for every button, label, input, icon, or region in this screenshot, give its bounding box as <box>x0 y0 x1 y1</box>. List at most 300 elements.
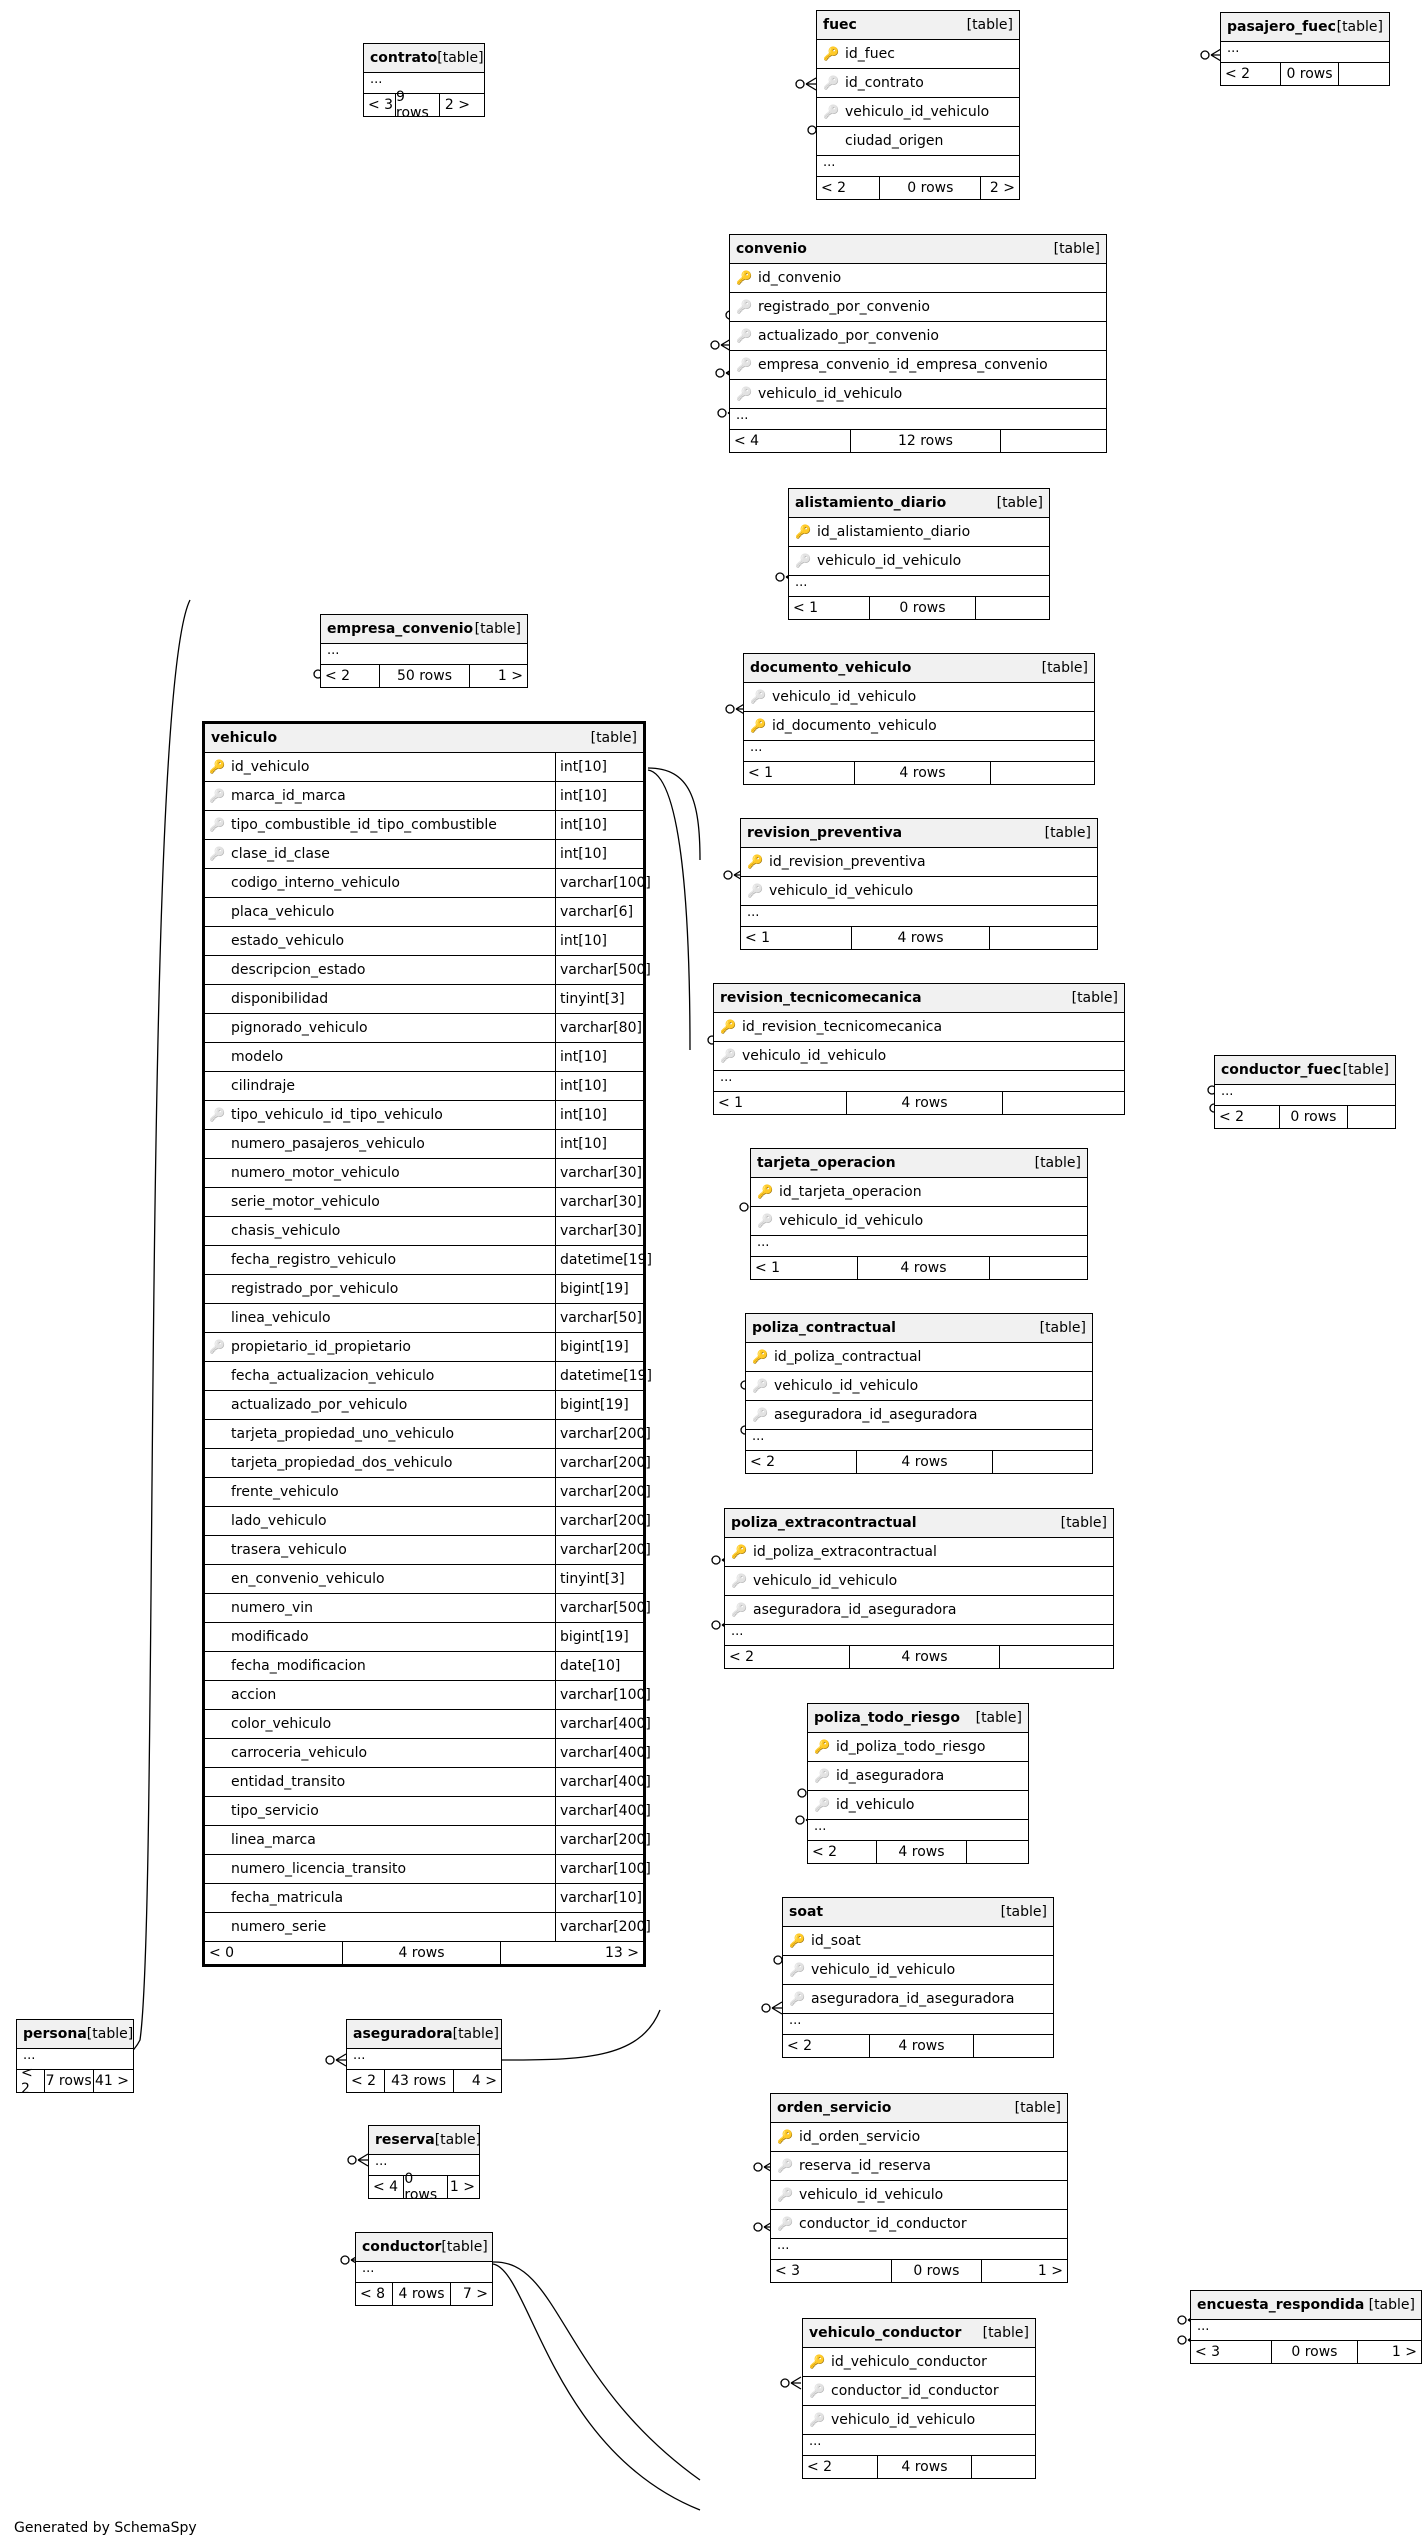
column-row[interactable] <box>741 877 1097 906</box>
column-row[interactable] <box>205 840 643 869</box>
column-type: varchar[30] <box>555 1159 643 1187</box>
parents-count[interactable]: < 2 <box>347 2070 385 2092</box>
column-row[interactable] <box>205 1362 652 1391</box>
table-header[interactable] <box>744 654 1094 683</box>
children-count[interactable]: 2 > <box>989 180 1015 196</box>
row-count: 4 rows <box>393 2283 450 2305</box>
table-header[interactable] <box>751 1149 1087 1178</box>
column-name: tarjeta_propiedad_dos_vehiculo <box>231 1455 453 1471</box>
table-documento_vehiculo[interactable] <box>743 653 1095 785</box>
table-name[interactable]: reserva <box>375 2132 435 2148</box>
table-type-tag: [table] <box>437 50 484 66</box>
children-count[interactable] <box>1348 1106 1395 1128</box>
optional-marker <box>716 369 724 377</box>
table-name[interactable]: aseguradora <box>353 2026 453 2042</box>
foreign-key-icon: 🔑 <box>731 1573 748 1589</box>
children-count[interactable] <box>993 1451 1092 1473</box>
column-name: reserva_id_reserva <box>799 2158 931 2174</box>
column-row[interactable] <box>205 869 651 898</box>
column-row[interactable] <box>205 1449 651 1478</box>
column-name: actualizado_por_vehiculo <box>231 1397 408 1413</box>
column-name: fecha_registro_vehiculo <box>231 1252 397 1268</box>
column-row[interactable] <box>205 1217 643 1246</box>
column-row[interactable] <box>730 264 1106 293</box>
parents-count[interactable]: < 2 <box>803 2456 878 2478</box>
relationship-line <box>806 78 816 90</box>
column-row[interactable] <box>205 782 643 811</box>
key-icon: 🔑 <box>747 854 764 870</box>
children-count[interactable]: 1 > <box>1391 2344 1417 2360</box>
optional-marker <box>326 2056 334 2064</box>
table-header[interactable] <box>347 2020 501 2049</box>
table-header[interactable] <box>369 2126 482 2155</box>
table-header[interactable] <box>789 489 1049 518</box>
column-row[interactable] <box>725 1567 1113 1596</box>
table-name[interactable]: empresa_convenio <box>327 621 474 637</box>
column-type: varchar[200] <box>555 1478 643 1506</box>
parents-count[interactable]: < 1 <box>751 1257 858 1279</box>
column-row[interactable] <box>205 985 643 1014</box>
table-header[interactable] <box>741 819 1097 848</box>
table-name[interactable]: pasajero_fuec <box>1227 19 1336 35</box>
column-name: numero_motor_vehiculo <box>231 1165 400 1181</box>
optional-marker <box>796 1816 804 1824</box>
table-type-tag: [table] <box>1044 825 1091 841</box>
table-empresa_convenio[interactable] <box>320 614 528 688</box>
table-footer <box>1221 63 1389 85</box>
table-vehiculo_conductor[interactable] <box>802 2318 1036 2479</box>
column-row[interactable] <box>205 1913 651 1942</box>
foreign-key-icon: 🔑 <box>823 75 840 91</box>
table-footer <box>725 1646 1113 1668</box>
column-type: bigint[19] <box>555 1333 643 1361</box>
column-row[interactable] <box>817 127 1019 156</box>
children-count[interactable] <box>1339 63 1379 85</box>
column-row[interactable] <box>771 2152 1067 2181</box>
parents-count[interactable]: < 3 <box>364 94 396 116</box>
table-name[interactable]: alistamiento_diario <box>795 495 947 511</box>
table-tarjeta_operacion[interactable] <box>750 1148 1088 1280</box>
column-row[interactable] <box>744 683 1094 712</box>
table-header[interactable] <box>730 235 1106 264</box>
more-columns-ellipsis: ... <box>17 2049 133 2070</box>
table-type-tag: [table] <box>1368 2297 1415 2313</box>
column-row[interactable] <box>803 2406 1035 2435</box>
children-count[interactable] <box>976 597 1049 619</box>
key-icon: 🔑 <box>720 1019 737 1035</box>
column-row[interactable] <box>751 1178 1087 1207</box>
column-row[interactable] <box>205 1420 651 1449</box>
column-name: numero_pasajeros_vehiculo <box>231 1136 425 1152</box>
table-persona[interactable] <box>16 2019 134 2097</box>
column-row[interactable] <box>789 518 1049 547</box>
column-row[interactable] <box>205 927 643 956</box>
optional-marker <box>712 1556 720 1564</box>
table-encuesta_respondida[interactable] <box>1190 2290 1422 2364</box>
column-row[interactable] <box>205 1130 643 1159</box>
more-columns-ellipsis: ... <box>369 2155 479 2176</box>
column-type: varchar[400] <box>555 1797 643 1825</box>
table-name[interactable]: contrato <box>370 50 438 66</box>
children-count[interactable] <box>990 1257 1087 1279</box>
parents-count[interactable]: < 2 <box>746 1451 857 1473</box>
column-name: aseguradora_id_aseguradora <box>774 1407 978 1423</box>
foreign-key-icon: 🔑 <box>736 357 753 373</box>
table-footer <box>746 1451 1092 1473</box>
column-row[interactable] <box>746 1401 1092 1430</box>
table-name[interactable]: orden_servicio <box>777 2100 892 2116</box>
column-type: int[10] <box>555 1130 643 1158</box>
column-row[interactable] <box>730 322 1106 351</box>
column-row[interactable] <box>205 1594 651 1623</box>
parents-count[interactable]: < 4 <box>369 2176 404 2198</box>
table-reserva[interactable] <box>368 2125 482 2203</box>
optional-marker <box>798 1789 806 1797</box>
row-count: 0 rows <box>880 177 981 199</box>
children-count[interactable]: 1 > <box>449 2179 475 2195</box>
foreign-key-icon: 🔑 <box>209 1339 226 1355</box>
table-header[interactable] <box>771 2094 1067 2123</box>
table-contrato[interactable] <box>363 43 485 121</box>
column-type: datetime[19] <box>555 1246 643 1274</box>
optional-marker <box>712 1621 720 1629</box>
column-type: int[10] <box>555 1043 643 1071</box>
column-name: fecha_matricula <box>231 1890 344 1906</box>
column-row[interactable] <box>205 1304 643 1333</box>
column-row[interactable] <box>783 1927 1053 1956</box>
column-name: vehiculo_id_vehiculo <box>753 1573 898 1589</box>
column-row[interactable] <box>205 1101 643 1130</box>
table-type-tag: [table] <box>1071 990 1118 1006</box>
column-row[interactable] <box>205 1014 643 1043</box>
column-row[interactable] <box>808 1733 1028 1762</box>
table-type-tag: [table] <box>441 2239 488 2255</box>
column-row[interactable] <box>746 1372 1092 1401</box>
column-name: tipo_servicio <box>231 1803 319 1819</box>
column-row[interactable] <box>205 1246 652 1275</box>
column-row[interactable] <box>751 1207 1087 1236</box>
foreign-key-icon: 🔑 <box>823 104 840 120</box>
table-fuec[interactable] <box>816 10 1020 200</box>
column-name: placa_vehiculo <box>231 904 335 920</box>
column-row[interactable] <box>746 1343 1092 1372</box>
table-header[interactable] <box>356 2233 492 2262</box>
column-type: tinyint[3] <box>555 985 643 1013</box>
table-name[interactable]: conductor <box>362 2239 442 2255</box>
foreign-key-icon: 🔑 <box>777 2216 794 2232</box>
column-row[interactable] <box>205 1710 651 1739</box>
column-row[interactable] <box>205 1797 651 1826</box>
column-row[interactable] <box>744 712 1094 741</box>
table-name[interactable]: revision_preventiva <box>747 825 903 841</box>
column-row[interactable] <box>205 1652 643 1681</box>
column-name: vehiculo_id_vehiculo <box>831 2412 976 2428</box>
parents-count[interactable]: < 2 <box>1215 1106 1280 1128</box>
table-header[interactable] <box>746 1314 1092 1343</box>
table-type-tag: [table] <box>1000 1904 1047 1920</box>
table-header[interactable] <box>1215 1056 1395 1085</box>
column-type: varchar[200] <box>555 1449 643 1477</box>
column-row[interactable] <box>205 1855 651 1884</box>
column-name: modelo <box>231 1049 284 1065</box>
column-row[interactable] <box>205 753 643 782</box>
parents-count[interactable]: < 0 <box>205 1942 343 1964</box>
column-name: descripcion_estado <box>231 962 366 978</box>
more-columns-ellipsis: ... <box>771 2239 1067 2260</box>
column-type: varchar[80] <box>555 1014 643 1042</box>
column-name: modificado <box>231 1629 309 1645</box>
column-row[interactable] <box>817 98 1019 127</box>
table-name[interactable]: soat <box>789 1904 824 1920</box>
column-type: varchar[30] <box>555 1188 643 1216</box>
table-vehiculo[interactable] <box>202 721 652 1967</box>
table-header[interactable] <box>803 2319 1035 2348</box>
column-row[interactable] <box>808 1791 1028 1820</box>
children-count[interactable] <box>991 762 1094 784</box>
row-count: 12 rows <box>851 430 1000 452</box>
foreign-key-icon: 🔑 <box>752 1407 769 1423</box>
optional-marker <box>762 2004 770 2012</box>
table-convenio[interactable] <box>729 234 1107 453</box>
children-count[interactable]: 41 > <box>95 2073 129 2089</box>
children-count[interactable] <box>974 2035 1053 2057</box>
table-name[interactable]: encuesta_respondida <box>1197 2297 1365 2313</box>
children-count[interactable] <box>1000 1646 1113 1668</box>
column-row[interactable] <box>205 1507 651 1536</box>
table-header[interactable] <box>321 615 527 644</box>
children-count[interactable] <box>1001 430 1106 452</box>
column-row[interactable] <box>730 293 1106 322</box>
column-row[interactable] <box>205 811 643 840</box>
key-icon: 🔑 <box>209 759 226 775</box>
foreign-key-icon: 🔑 <box>731 1602 748 1618</box>
column-row[interactable] <box>205 1826 651 1855</box>
table-alistamiento_diario[interactable] <box>788 488 1050 620</box>
column-row[interactable] <box>205 1478 651 1507</box>
relationship-line <box>772 2002 782 2014</box>
column-name: fecha_modificacion <box>231 1658 366 1674</box>
table-header[interactable] <box>17 2020 133 2049</box>
column-row[interactable] <box>817 69 1019 98</box>
table-poliza_contractual[interactable] <box>745 1313 1093 1474</box>
column-name: vehiculo_id_vehiculo <box>774 1378 919 1394</box>
column-row[interactable] <box>205 1159 643 1188</box>
column-row[interactable] <box>730 351 1106 380</box>
table-conductor_fuec[interactable] <box>1214 1055 1396 1129</box>
table-name[interactable]: poliza_contractual <box>752 1320 896 1336</box>
column-row[interactable] <box>741 848 1097 877</box>
column-row[interactable] <box>205 1681 651 1710</box>
table-header[interactable] <box>714 984 1124 1013</box>
table-name[interactable]: convenio <box>736 241 807 257</box>
table-header[interactable] <box>364 44 484 73</box>
table-header[interactable] <box>1221 13 1389 42</box>
table-name[interactable]: tarjeta_operacion <box>757 1155 896 1171</box>
table-name[interactable]: persona <box>23 2026 87 2042</box>
column-row[interactable] <box>789 547 1049 576</box>
column-type: varchar[400] <box>555 1739 643 1767</box>
column-type: varchar[200] <box>555 1420 643 1448</box>
children-count[interactable]: 7 > <box>462 2286 488 2302</box>
column-name: vehiculo_id_vehiculo <box>811 1962 956 1978</box>
foreign-key-icon: 🔑 <box>809 2383 826 2399</box>
table-name[interactable]: poliza_extracontractual <box>731 1515 917 1531</box>
column-row[interactable] <box>205 1275 643 1304</box>
optional-marker <box>726 705 734 713</box>
column-row[interactable] <box>205 898 643 927</box>
foreign-key-icon: 🔑 <box>777 2187 794 2203</box>
table-pasajero_fuec[interactable] <box>1220 12 1390 86</box>
column-row[interactable] <box>205 956 651 985</box>
column-type: int[10] <box>555 927 643 955</box>
more-columns-ellipsis: ... <box>741 906 1097 927</box>
children-count[interactable] <box>1003 1092 1124 1114</box>
column-row[interactable] <box>205 1623 643 1652</box>
parents-count[interactable]: < 3 <box>1191 2341 1272 2363</box>
table-orden_servicio[interactable] <box>770 2093 1068 2283</box>
column-row[interactable] <box>725 1538 1113 1567</box>
column-row[interactable] <box>783 1985 1053 2014</box>
table-name[interactable]: vehiculo_conductor <box>809 2325 962 2341</box>
column-row[interactable] <box>205 1768 651 1797</box>
column-row[interactable] <box>205 1391 643 1420</box>
column-type: varchar[200] <box>555 1536 643 1564</box>
parents-count[interactable]: < 1 <box>789 597 870 619</box>
column-name: carroceria_vehiculo <box>231 1745 368 1761</box>
column-row[interactable] <box>205 1072 643 1101</box>
column-row[interactable] <box>205 1884 643 1913</box>
column-row[interactable] <box>771 2123 1067 2152</box>
table-poliza_todo_riesgo[interactable] <box>807 1703 1029 1864</box>
table-type-tag: [table] <box>86 2026 134 2042</box>
table-footer <box>369 2171 479 2203</box>
table-name[interactable]: vehiculo <box>211 730 278 746</box>
foreign-key-icon: 🔑 <box>736 328 753 344</box>
column-row[interactable] <box>205 1536 651 1565</box>
children-count[interactable]: 1 > <box>497 668 523 684</box>
parents-count[interactable]: < 2 <box>17 2070 45 2092</box>
column-row[interactable] <box>714 1013 1124 1042</box>
table-header[interactable] <box>783 1898 1053 1927</box>
parents-count[interactable]: < 1 <box>741 927 852 949</box>
more-columns-ellipsis: ... <box>751 1236 1087 1257</box>
foreign-key-icon: 🔑 <box>209 817 226 833</box>
column-name: aseguradora_id_aseguradora <box>753 1602 957 1618</box>
column-name: vehiculo_id_vehiculo <box>772 689 917 705</box>
table-conductor[interactable] <box>355 2232 493 2306</box>
children-count[interactable]: 4 > <box>471 2073 497 2089</box>
table-soat[interactable] <box>782 1897 1054 2058</box>
column-row[interactable] <box>714 1042 1124 1071</box>
column-row[interactable] <box>783 1956 1053 1985</box>
column-name: en_convenio_vehiculo <box>231 1571 385 1587</box>
parents-count[interactable]: < 2 <box>725 1646 850 1668</box>
row-count: 43 rows <box>385 2070 454 2092</box>
column-row[interactable] <box>205 1043 643 1072</box>
row-count: 4 rows <box>870 2035 973 2057</box>
table-name[interactable]: conductor_fuec <box>1221 1062 1342 1078</box>
column-name: estado_vehiculo <box>231 933 345 949</box>
table-name[interactable]: documento_vehiculo <box>750 660 912 676</box>
table-header[interactable] <box>1191 2291 1421 2320</box>
row-count: 0 rows <box>892 2260 981 2282</box>
column-type: date[10] <box>555 1652 643 1680</box>
table-header[interactable] <box>205 724 643 753</box>
table-header[interactable] <box>725 1509 1113 1538</box>
table-header[interactable] <box>808 1704 1028 1733</box>
table-name[interactable]: fuec <box>823 17 857 33</box>
column-row[interactable] <box>803 2377 1035 2406</box>
table-poliza_extracontractual[interactable] <box>724 1508 1114 1669</box>
column-name: vehiculo_id_vehiculo <box>845 104 990 120</box>
foreign-key-icon: 🔑 <box>209 788 226 804</box>
key-icon: 🔑 <box>752 1349 769 1365</box>
column-name: empresa_convenio_id_empresa_convenio <box>758 357 1048 373</box>
table-name[interactable]: poliza_todo_riesgo <box>814 1710 960 1726</box>
column-type: varchar[6] <box>555 898 643 926</box>
children-count[interactable]: 2 > <box>444 97 470 113</box>
table-header[interactable] <box>817 11 1019 40</box>
column-type: varchar[100] <box>555 1681 643 1709</box>
children-count[interactable] <box>972 2456 1035 2478</box>
column-type: int[10] <box>555 1072 643 1100</box>
table-footer <box>783 2035 1053 2057</box>
table-name[interactable]: revision_tecnicomecanica <box>720 990 922 1006</box>
column-row[interactable] <box>205 1565 643 1594</box>
table-revision_preventiva[interactable] <box>740 818 1098 950</box>
parents-count[interactable]: < 8 <box>356 2283 393 2305</box>
parents-count[interactable]: < 2 <box>783 2035 870 2057</box>
table-aseguradora[interactable] <box>346 2019 502 2093</box>
foreign-key-icon: 🔑 <box>809 2412 826 2428</box>
parents-count[interactable]: < 2 <box>321 665 380 687</box>
column-row[interactable] <box>771 2181 1067 2210</box>
column-row[interactable] <box>205 1188 643 1217</box>
column-name: linea_vehiculo <box>231 1310 331 1326</box>
table-revision_tecnicomecanica[interactable] <box>713 983 1125 1115</box>
column-row[interactable] <box>771 2210 1067 2239</box>
generated-by-label: Generated by SchemaSpy <box>14 2520 197 2536</box>
table-footer <box>17 2065 133 2097</box>
relationship-line <box>336 2054 346 2066</box>
column-name: id_poliza_contractual <box>774 1349 922 1365</box>
parents-count[interactable]: < 2 <box>817 177 880 199</box>
children-count[interactable]: 1 > <box>1037 2263 1063 2279</box>
column-row[interactable] <box>205 1333 643 1362</box>
parents-count[interactable]: < 3 <box>771 2260 892 2282</box>
column-row[interactable] <box>205 1739 651 1768</box>
table-type-tag: [table] <box>1336 19 1383 35</box>
children-count[interactable] <box>967 1841 1028 1863</box>
parents-count[interactable]: < 1 <box>714 1092 847 1114</box>
parents-count[interactable]: < 1 <box>744 762 855 784</box>
column-name: pignorado_vehiculo <box>231 1020 368 1036</box>
parents-count[interactable]: < 2 <box>1221 63 1281 85</box>
parents-count[interactable]: < 4 <box>730 430 851 452</box>
children-count[interactable] <box>990 927 1097 949</box>
foreign-key-icon: 🔑 <box>795 553 812 569</box>
column-row[interactable] <box>730 380 1106 409</box>
children-count[interactable]: 13 > <box>605 1945 639 1961</box>
column-name: registrado_por_convenio <box>758 299 930 315</box>
more-columns-ellipsis: ... <box>746 1430 1092 1451</box>
more-columns-ellipsis: ... <box>714 1071 1124 1092</box>
column-row[interactable] <box>803 2348 1035 2377</box>
parents-count[interactable]: < 2 <box>808 1841 877 1863</box>
column-row[interactable] <box>817 40 1019 69</box>
column-row[interactable] <box>725 1596 1113 1625</box>
column-row[interactable] <box>808 1762 1028 1791</box>
